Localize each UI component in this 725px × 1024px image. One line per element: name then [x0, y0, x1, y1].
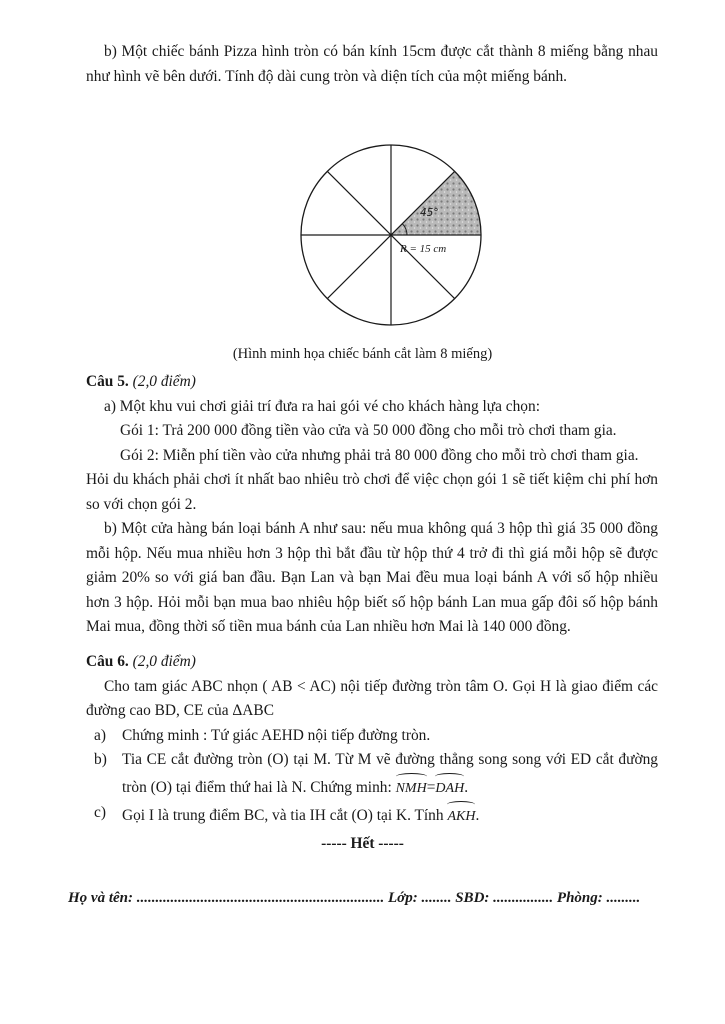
arc-akh: AKH — [447, 801, 475, 830]
question-5-title: Câu 5. — [86, 373, 129, 390]
question-6-points: (2,0 điểm) — [132, 653, 196, 670]
question-4b — [86, 40, 658, 89]
question-5 — [86, 370, 658, 640]
question-5a-package-1: Gói 1: Trả 200 000 đồng tiền vào cửa và 50 000 đồng cho mỗi trò chơi tham gia. — [120, 422, 617, 439]
question-6c-end: . — [475, 807, 480, 824]
pizza-figure — [296, 140, 486, 330]
end-marker: ----- Hết ----- — [321, 835, 404, 852]
cut-lines — [301, 145, 481, 325]
class-field[interactable]: ........ — [421, 890, 452, 906]
candidate-info-line — [68, 886, 668, 911]
arc-dah: DAH — [435, 773, 464, 802]
room-field[interactable]: ......... — [606, 890, 641, 906]
arc-nmh: NMH — [396, 773, 427, 802]
question-6b-end: . — [464, 778, 469, 796]
name-label: Họ và tên: — [68, 890, 133, 906]
question-6-heading — [86, 650, 658, 675]
question-6b-label: b) — [94, 751, 107, 768]
sbd-field[interactable]: ................ — [493, 890, 554, 906]
question-6a-label: a) — [94, 726, 106, 744]
question-6c-text: Gọi I là trung điểm BC, và tia IH cắt (O) tại K. Tính — [122, 807, 444, 824]
question-6b — [86, 748, 658, 801]
class-label: Lớp: — [388, 890, 418, 906]
sbd-label: SBD: — [455, 890, 490, 906]
question-6-title: Câu 6. — [86, 653, 129, 670]
question-6b-text: Tia CE cắt đường tròn (O) tại M. Từ M vẽ đường thẳng song song với ED cắt đường tròn (O) tại điểm thứ hai là N. Chứng minh: — [122, 751, 658, 796]
question-5-points: (2,0 điểm) — [132, 373, 196, 390]
question-5b-text: b) Một cửa hàng bán loại bánh A như sau: nếu mua không quá 3 hộp thì giá 35 000 đồng mỗi hộp. Nếu mua nhiều hơn 3 hộp thì bắt đầu từ hộp thứ 4 trở đi thì giá mỗi hộp sẽ được giảm 20% so với giá ban đầu. Bạn Lan và bạn Mai đều mua loại bánh A với số hộp nhiều hơn 3 hộp. Hỏi mỗi bạn mua bao nhiêu hộp biết số hộp bánh Lan mua gấp đôi số hộp bánh Mai mua, đồng thời số tiền mua bánh của Lan nhiều hơn Mai là 140 000 đồng. — [86, 520, 658, 635]
question-6c — [86, 801, 658, 830]
question-6a-text: Chứng minh : Tứ giác AEHD nội tiếp đường tròn. — [122, 726, 431, 744]
question-5a-intro: a) Một khu vui chơi giải trí đưa ra hai gói vé cho khách hàng lựa chọn: — [104, 397, 540, 415]
question-6 — [86, 650, 658, 830]
equals-sign: = — [426, 778, 436, 796]
question-4b-text: b) Một chiếc bánh Pizza hình tròn có bán kính 15cm được cắt thành 8 miếng bằng nhau như hình vẽ bên dưới. Tính độ dài cung tròn và diện tích của một miếng bánh. — [86, 43, 658, 85]
question-6a — [86, 724, 658, 749]
angle-label: 45° — [420, 207, 439, 219]
highlighted-slice — [391, 171, 481, 235]
name-field[interactable]: .................................................................. — [136, 890, 385, 906]
room-label: Phòng: — [556, 890, 603, 906]
question-5a-question: Hỏi du khách phải chơi ít nhất bao nhiêu trò chơi để việc chọn gói 1 sẽ tiết kiệm chi phí hơn so với chọn gói 2. — [86, 471, 658, 513]
question-5-heading — [86, 370, 658, 395]
question-6-intro: Cho tam giác ABC nhọn ( AB < AC) nội tiếp đường tròn tâm O. Gọi H là giao điểm các đường cao BD, CE của ΔABC — [86, 677, 658, 719]
figure-caption: (Hình minh họa chiếc bánh cắt làm 8 miếng) — [232, 346, 493, 362]
radius-label: R = 15 cm — [400, 243, 447, 255]
question-6c-label: c) — [94, 804, 106, 821]
question-6-parts — [86, 724, 658, 830]
question-5a-package-2: Gói 2: Miễn phí tiền vào cửa nhưng phải trả 80 000 đồng cho mỗi trò chơi tham gia. — [120, 446, 639, 464]
